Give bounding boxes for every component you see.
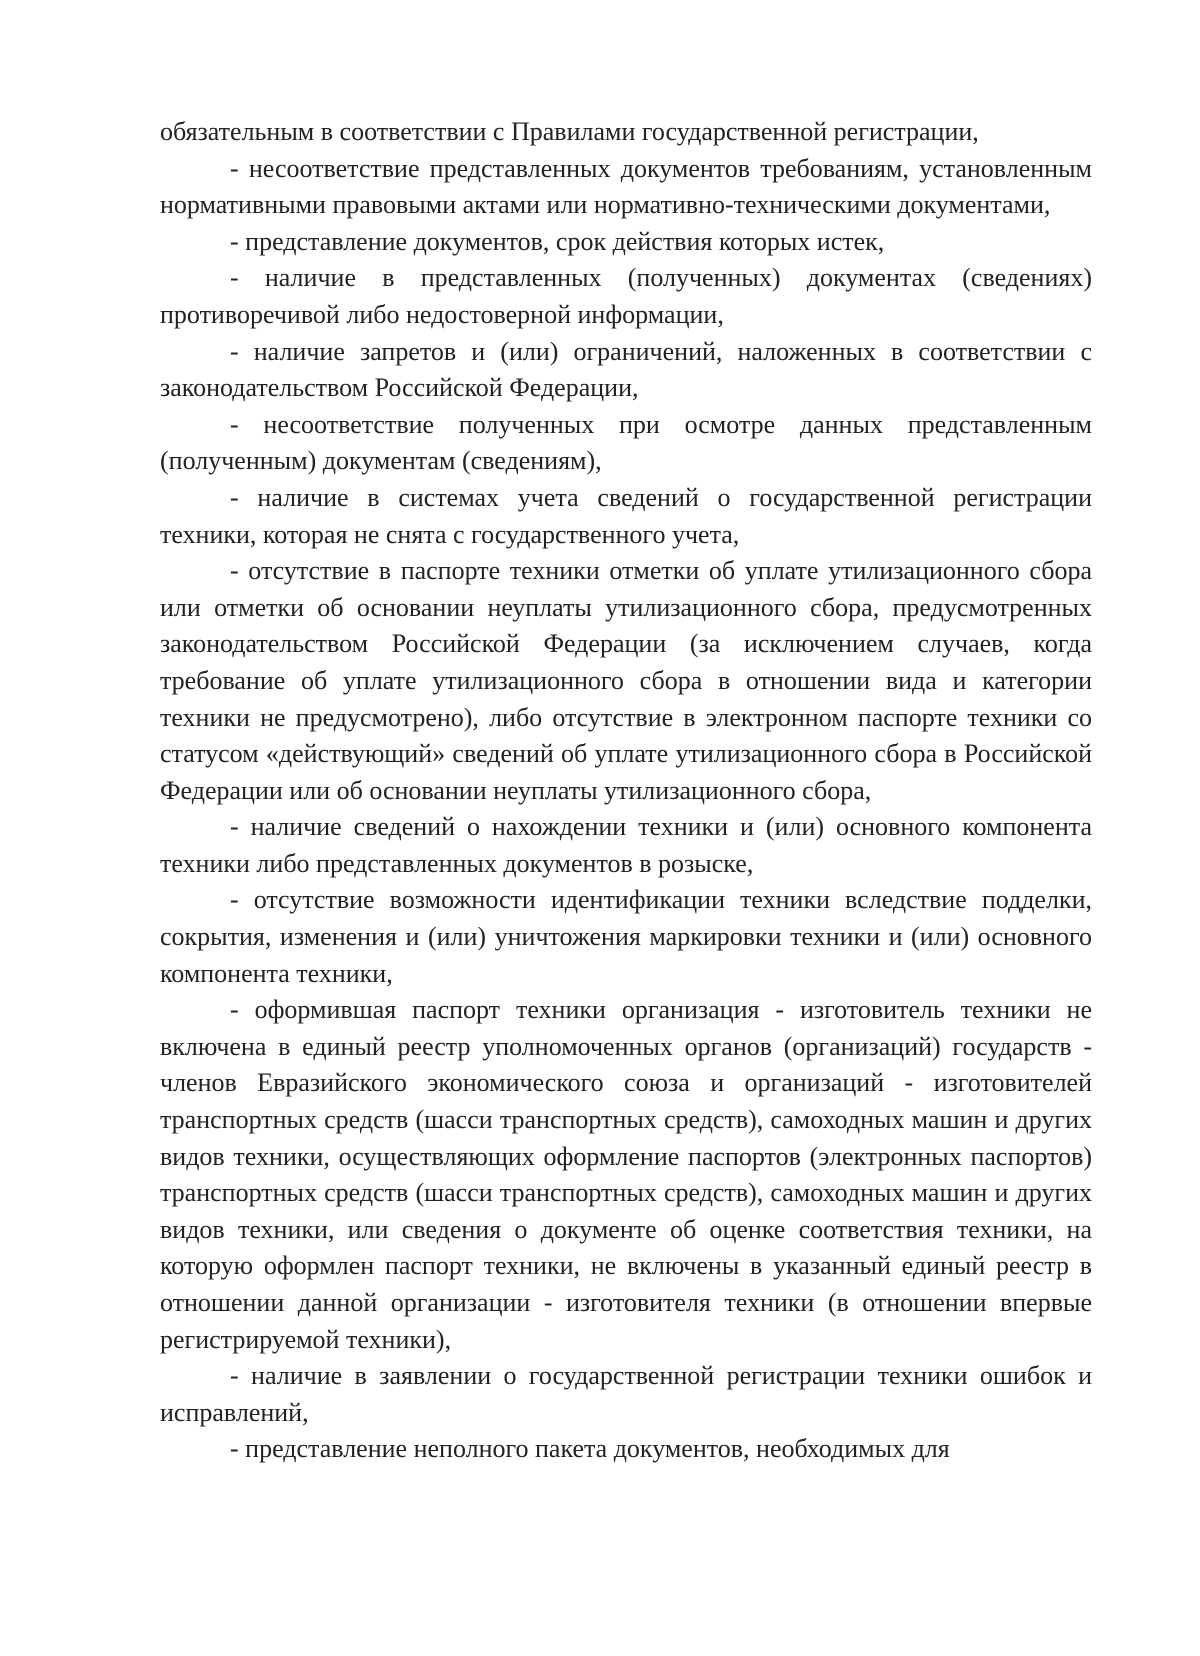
paragraph-item: - наличие в заявлении о государственной регистрации техники ошибок и исправлений, (160, 1361, 1092, 1427)
paragraph-item: - отсутствие возможности идентификации техники вследствие подделки, сокрытия, изменения и (или) уничтожения маркировки техники и (или) основного компонента техники, (160, 885, 1092, 988)
paragraph-continuation: обязательным в соответствии с Правилами государственной регистрации, (160, 117, 979, 146)
paragraph-item: - несоответствие представленных документов требованиям, установленным нормативными правовыми актами или нормативно-техническими документами, (160, 153, 1092, 220)
paragraph-item: - наличие запретов и (или) ограничений, наложенных в соответствии с законодательством Российской Федерации, (160, 336, 1092, 403)
document-body (160, 114, 1092, 1468)
paragraph-item: - оформившая паспорт техники организация - изготовитель техники не включена в единый реестр уполномоченных органов (организаций) государств - членов Евразийского экономического союза и организаций - изготовителей транспортных средств (шасси транспортных средств), самоходных машин и других видов техники, осуществляющих оформление паспортов (электронных паспортов) транспортных средств (шасси транспортных средств), самоходных машин и других видов техники, или сведения о документе об оценке соответствия техники, на которую оформлен паспорт техники, не включены в указанный единый реестр в отношении данной организации - изготовителя техники (в отношении впервые регистрируемой техники), (160, 995, 1092, 1354)
paragraph-item: - наличие в представленных (полученных) документах (сведениях) противоречивой либо недостоверной информации, (160, 263, 1092, 329)
paragraph-item: - несоответствие полученных при осмотре данных представленным (полученным) документам (сведениям), (160, 409, 1092, 476)
paragraph-item-truncated: - представление неполного пакета документов, необходимых для (230, 1434, 950, 1464)
paragraph-item: - представление документов, срок действия которых истек, (230, 226, 885, 256)
paragraph-item: - наличие сведений о нахождении техники и (или) основного компонента техники либо представленных документов в розыске, (160, 812, 1092, 878)
paragraph-item: - отсутствие в паспорте техники отметки об уплате утилизационного сбора или отметки об основании неуплаты утилизационного сбора, предусмотренных законодательством Российской Федерации (за исключением случаев, когда требование об уплате утилизационного сбора в отношении вида и категории техники не предусмотрено), либо отсутствие в электронном паспорте техники со статусом «действующий» сведений об уплате утилизационного сбора в Российской Федерации или об основании неуплаты утилизационного сбора, (160, 556, 1092, 805)
paragraph-item: - наличие в системах учета сведений о государственной регистрации техники, которая не снята с государственного учета, (160, 482, 1092, 549)
